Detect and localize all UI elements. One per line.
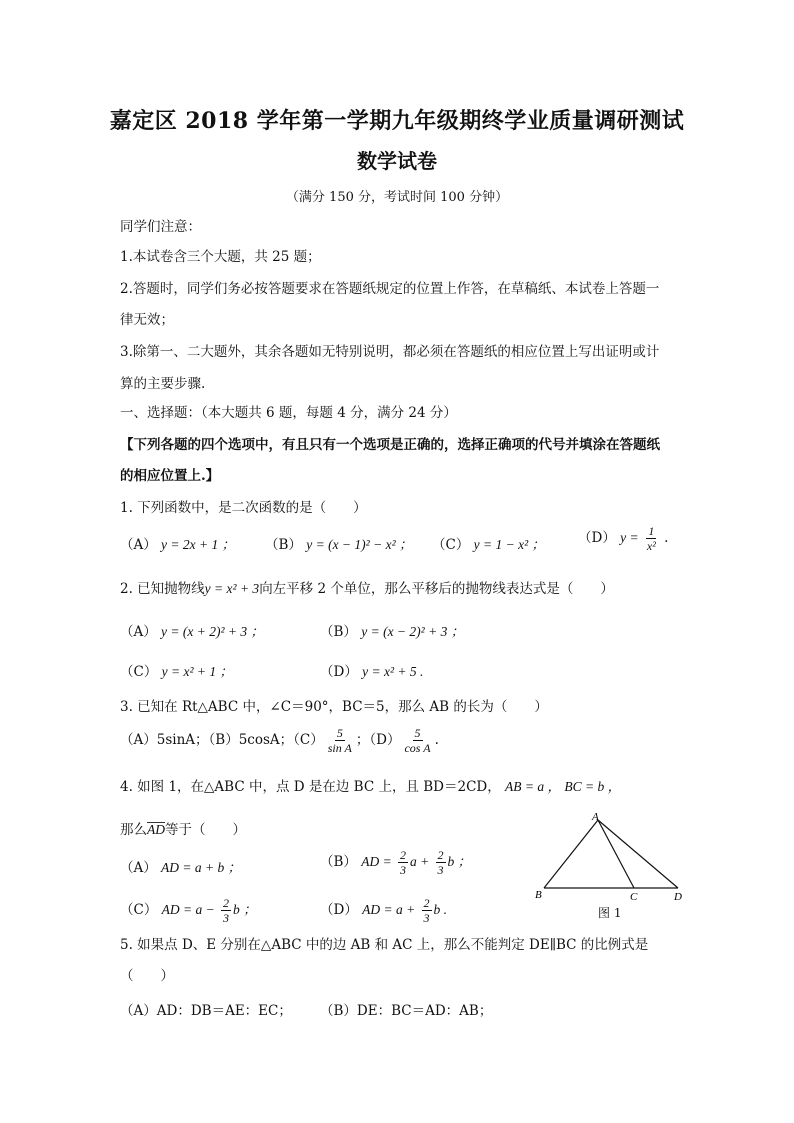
q4-b-pre: AD =: [361, 854, 392, 869]
section-instructions-b: 的相应位置上.】: [120, 468, 220, 484]
q2-option-b: [320, 620, 464, 640]
exam-subtitle: 数学试卷: [357, 149, 437, 173]
q3-options: [120, 726, 439, 755]
q2-d-expr: y = x² + 5 .: [362, 664, 424, 679]
q1-b-label: （B）: [265, 537, 302, 553]
q4-d-post: b .: [433, 902, 448, 917]
q3-d-post: .: [434, 732, 439, 748]
notice-item-2a: 2.答题时，同学们务必按答题要求在答题纸规定的位置上作答，在草稿纸、本试卷上答题一: [120, 281, 660, 297]
q2-option-c: [120, 660, 233, 680]
q4-option-c: [120, 896, 257, 925]
q4-option-a: [120, 856, 241, 876]
q4-stem-vectors: AB = a ， BC = b ，: [505, 779, 622, 794]
q4-d-pre: AD = a +: [362, 902, 416, 917]
q4-b-post: b ；: [447, 854, 472, 869]
q3-d-den: cos A: [404, 741, 431, 755]
q1-option-d: [578, 524, 668, 553]
q1-option-a: [120, 533, 235, 553]
q4-c-label: （C）: [120, 902, 158, 918]
q1-d-num: 1: [648, 524, 655, 538]
q4-stem-text: 4. 如图 1，在△ABC 中，点 D 是在边 BC 上，且 BD＝2CD，: [120, 779, 501, 795]
notice-heading: 同学们注意：: [120, 219, 201, 235]
q2-c-expr: y = x² + 1 ；: [161, 664, 234, 679]
q4-stem2-pre: 那么: [120, 822, 147, 838]
q1-c-label: （C）: [432, 537, 470, 553]
q2-a-label: （A）: [120, 624, 157, 640]
q2-stem-post: 向左平移 2 个单位，那么平移后的抛物线表达式是（ ）: [259, 581, 614, 597]
q5-option-b: （B）DE：BC＝AD：AB；: [320, 1003, 493, 1019]
q2-option-d: [320, 660, 423, 680]
q2-b-label: （B）: [320, 624, 357, 640]
q3-d-label: （D）: [369, 732, 401, 748]
q4-option-b: [320, 848, 471, 877]
q1-d-post: .: [664, 530, 669, 546]
q4-d-n: 2: [423, 896, 430, 910]
q4-b-mid: a +: [410, 854, 430, 869]
notice-item-2b: 律无效；: [120, 312, 174, 328]
q4-a-label: （A）: [120, 860, 157, 876]
q1-stem: 1. 下列函数中，是二次函数的是（ ）: [120, 500, 367, 516]
figure-1-caption: 图 1: [598, 906, 622, 920]
q1-a-expr: y = 2x + 1 ；: [161, 537, 236, 552]
label-b: B: [535, 889, 542, 901]
q1-option-b: [265, 533, 413, 553]
notice-item-3a: 3.除第一、二大题外，其余各题如无特别说明，都必须在答题纸的相应位置上写出证明或计: [120, 344, 660, 360]
q2-stem-pre: 2. 已知抛物线: [120, 581, 205, 597]
q1-d-pre: y =: [620, 530, 639, 545]
segment-ac: [598, 820, 634, 888]
notice-item-1: 1.本试卷含三个大题，共 25 题；: [120, 249, 321, 265]
q1-c-expr: y = 1 − x² ；: [473, 537, 546, 552]
q3-a: （A）5sinA；: [120, 732, 209, 748]
q4-c-n: 2: [223, 896, 230, 910]
q4-d-d: 3: [423, 911, 430, 925]
q1-b-expr: y = (x − 1)² − x² ；: [306, 537, 413, 552]
q2-c-label: （C）: [120, 664, 158, 680]
q1-d-den: x²: [646, 539, 656, 553]
q4-b-d2: 3: [437, 863, 444, 877]
q4-stem: [120, 775, 621, 795]
q1-a-label: （A）: [120, 537, 157, 553]
q2-a-expr: y = (x + 2)² + 3 ；: [161, 624, 265, 639]
q4-b-n1: 2: [400, 848, 406, 862]
q4-option-d: [320, 896, 447, 925]
notice-item-3b: 算的主要步骤.: [120, 376, 206, 392]
q5-stem: 5. 如果点 D、E 分别在△ABC 中的边 AB 和 AC 上，那么不能判定 DE∥BC 的比例式是: [120, 937, 649, 953]
q2-b-expr: y = (x − 2)² + 3 ；: [361, 624, 465, 639]
q3-stem: 3. 已知在 Rt△ABC 中，∠C＝90°，BC＝5，那么 AB 的长为（ ）: [120, 699, 548, 715]
q1-option-c: [432, 533, 545, 553]
segment-ad: [598, 820, 678, 888]
q3-c-post: ；: [355, 732, 370, 748]
q3-c-label: （C）: [293, 732, 324, 748]
q4-c-pre: AD = a −: [161, 902, 215, 917]
q3-c-num: 5: [336, 726, 343, 740]
q4-stem-2: [120, 818, 246, 838]
label-a: A: [592, 812, 599, 823]
q2-stem: [120, 577, 614, 597]
q4-b-d1: 3: [400, 863, 406, 877]
q4-c-d: 3: [223, 911, 230, 925]
q4-b-n2: 2: [437, 848, 444, 862]
q4-a-expr: AD = a + b ；: [161, 860, 242, 875]
section-instructions-a: 【下列各题的四个选项中，有且只有一个选项是正确的，选择正确项的代号并填涂在答题纸: [120, 437, 660, 453]
q3-b: （B）5cosA；: [208, 732, 294, 748]
label-c: C: [630, 891, 638, 903]
q4-d-label: （D）: [320, 902, 358, 918]
exam-title: 嘉定区 2018 学年第一学期九年级期终学业质量调研测试: [109, 108, 685, 134]
q3-c-den: sin A: [327, 741, 352, 755]
q4-c-post: b ；: [233, 902, 257, 917]
q5-paren: （ ）: [120, 968, 174, 984]
segment-ab: [544, 820, 598, 888]
q4-b-label: （B）: [320, 854, 357, 870]
q4-stem2-vec: AD: [147, 822, 165, 837]
q2-d-label: （D）: [320, 664, 358, 680]
q2-option-a: [120, 620, 264, 640]
label-d: D: [674, 891, 682, 903]
q2-stem-expr: y = x² + 3: [204, 581, 260, 596]
q1-d-label: （D）: [578, 530, 616, 546]
score-note: （满分 150 分，考试时间 100 分钟）: [285, 190, 509, 205]
q5-option-a: （A）AD：DB＝AE：EC；: [120, 1003, 292, 1019]
q3-d-num: 5: [414, 726, 421, 740]
q4-stem2-post: 等于（ ）: [165, 822, 246, 838]
section-heading: 一、选择题：（本大题共 6 题，每题 4 分，满分 24 分）: [120, 405, 457, 421]
